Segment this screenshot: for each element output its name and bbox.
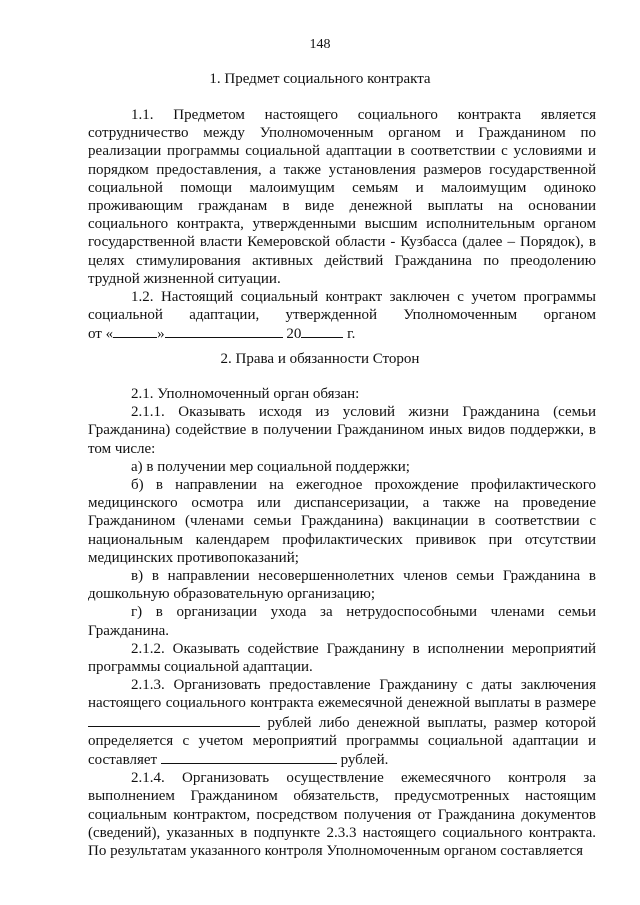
- list-item-v: в) в направлении несовершеннолетних членов семьи Гражданина в дошкольную образовательную организацию;: [88, 568, 596, 603]
- section-2-body: [88, 385, 596, 860]
- date-quote: »: [157, 326, 165, 343]
- section-1-body: [88, 106, 596, 344]
- date-year-prefix: 20: [286, 326, 302, 343]
- contract-date-line: [88, 324, 596, 343]
- paragraph-2-1: 2.1. Уполномоченный орган обязан:: [131, 386, 360, 402]
- payment-amount-blank: [88, 713, 260, 727]
- date-month-blank: [165, 324, 283, 338]
- section-1-title: 1. Предмет социального контракта: [209, 71, 431, 87]
- paragraph-2-1-3: [88, 676, 596, 769]
- paragraph-2-1-2: 2.1.2. Оказывать содействие Гражданину в исполнении мероприятий программы социальной адаптации.: [88, 640, 596, 676]
- date-year-blank: [301, 324, 343, 338]
- section-2-title: 2. Права и обязанности Сторон: [220, 351, 420, 367]
- paragraph-1-1: 1.1. Предметом настоящего социального контракта является сотрудничество между Уполномоченным органом и Гражданином по реализации программы социальной адаптации в соответствии с условиями и порядком предоставления, а также установления размеров государственной социальной помощи малоимущим семьям и малоимущим одиноко проживающим гражданам в виде денежной выплаты на основании социального контракта, утвержденными высшим исполнительным органом государственной власти Кемеровской области - Кузбасса (далее – Порядок), в целях стимулирования активных действий Гражданина по преодолению трудной жизненной ситуации.: [88, 107, 596, 287]
- paragraph-1-2: 1.2. Настоящий социальный контракт заключен с учетом программы социальной адаптации, утвержденной Уполномоченным органом: [88, 289, 596, 324]
- date-prefix: от «: [88, 326, 114, 343]
- p213-end: рублей.: [340, 752, 389, 769]
- date-suffix: г.: [347, 326, 356, 343]
- list-item-g: г) в организации ухода за нетрудоспособными членами семьи Гражданина.: [88, 604, 596, 639]
- p213-start: 2.1.3. Организовать предоставление Гражданину с даты заключения настоящего социального контракта ежемесячной денежной выплаты в размере: [88, 677, 596, 712]
- date-day-blank: [113, 324, 157, 338]
- paragraph-2-1-1: 2.1.1. Оказывать исходя из условий жизни Гражданина (семьи Гражданина) содействие в получении Гражданином иных видов поддержки, в том числе:: [88, 404, 596, 457]
- page-number: 148: [309, 37, 331, 52]
- list-item-b: б) в направлении на ежегодное прохождение профилактического медицинского осмотра или диспансеризации, а также на проведение Гражданином (членами семьи Гражданина) вакцинации в соответствии с национальным календарем профилактических прививок при отсутствии медицинских противопоказаний;: [88, 477, 596, 566]
- list-item-a: а) в получении мер социальной поддержки;: [131, 458, 410, 475]
- p213-mid: рублей либо денежной выплаты, размер которой определяется с учетом мероприятий программы социальной адаптации и составляет: [88, 714, 596, 769]
- lump-sum-amount-blank: [161, 750, 337, 764]
- paragraph-2-1-4: 2.1.4. Организовать осуществление ежемесячного контроля за выполнением Гражданином обязательств, предусмотренных настоящим социальным контрактом, посредством получения от Гражданина документов (сведений), указанных в подпункте 2.3.3 настоящего социального контракта. По результатам указанного контроля Уполномоченным органом составляется: [88, 770, 596, 860]
